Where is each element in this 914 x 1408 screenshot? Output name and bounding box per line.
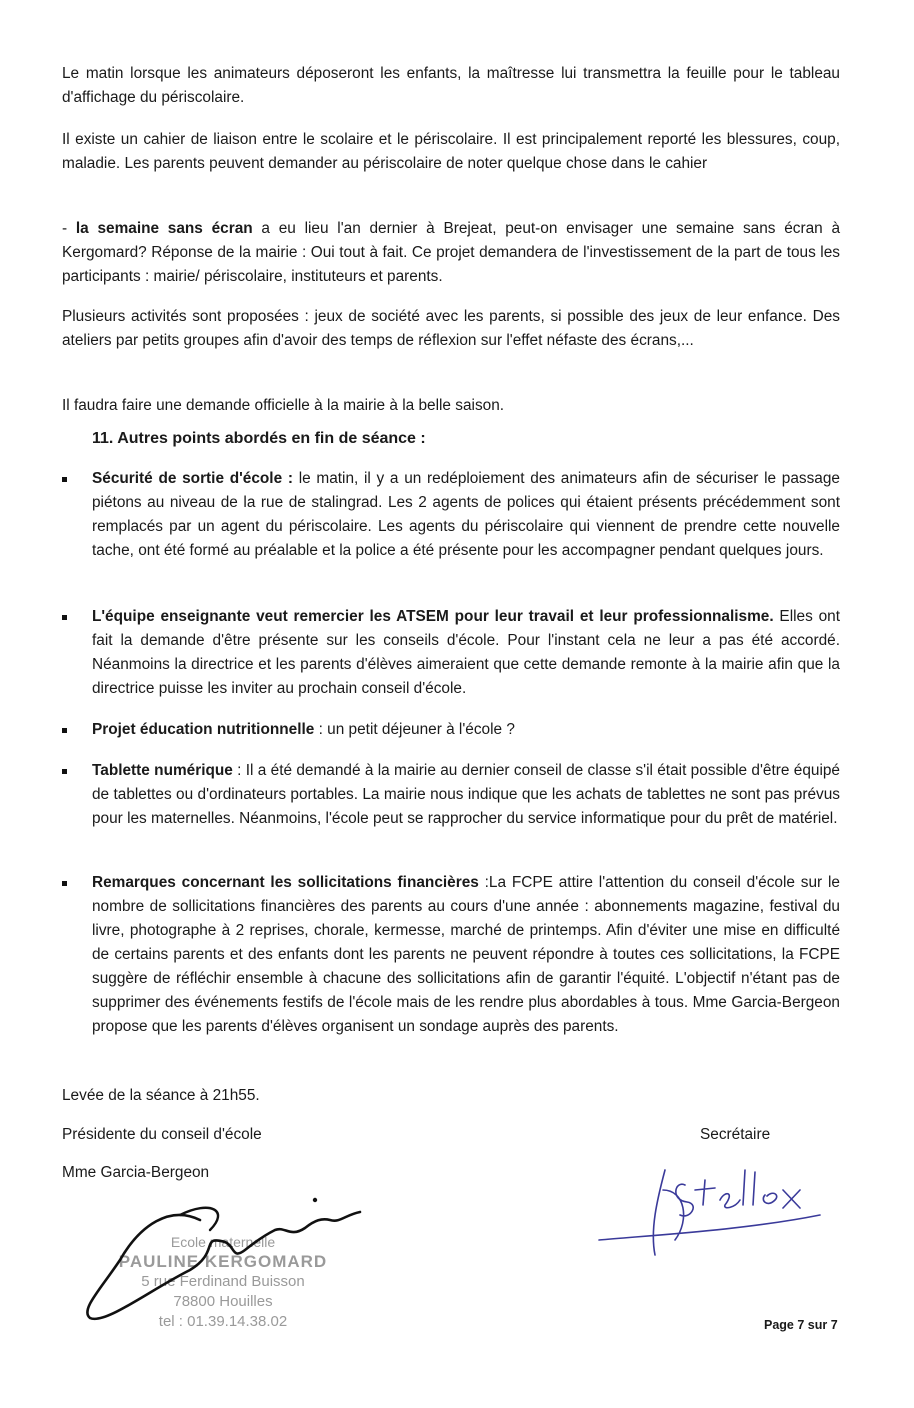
paragraph-affichage: Le matin lorsque les animateurs déposeront les enfants, la maîtresse lui transmettra la feuille pour le tableau d'affichage du périscolaire. — [62, 65, 840, 106]
paragraph-demande-officielle: Il faudra faire une demande officielle à la mairie à la belle saison. — [62, 397, 505, 414]
paragraph-rest: a eu lieu l'an dernier à Brejeat, peut-on envisager une semaine sans écran à Kergomard? Réponse de la mairie : Oui tout à fait. Ce projet demandera de l'investissement de la part de tous les participants : mairie/ périscolaire, instituteurs et parents. — [62, 220, 841, 285]
stamp-line-3: 5 rue Ferdinand Buisson — [141, 1273, 305, 1290]
bullet-title: Projet éducation nutritionnelle — [92, 721, 315, 738]
bullet-tablette — [92, 759, 840, 831]
bullet-title: Tablette numérique — [92, 762, 233, 779]
paragraph-prefix: - — [62, 220, 76, 237]
bullet-text: le matin, il y a un redéploiement des animateurs afin de sécuriser le passage piétons au niveau de la rue de stalingrad. Les 2 agents de polices qui étaient présents précédemment sont remplacés par un agent du périscolaire. Les agents du périscolaire qui viennent de prendre cette nouvelle tache, ont été formé au préalable et la police a été présente pour les accompagner pendant quelques jours. — [92, 470, 840, 559]
bullet-title: Sécurité de sortie d'école : — [92, 470, 293, 487]
president-signature — [60, 1190, 370, 1330]
stamp-line-4: 78800 Houilles — [173, 1293, 273, 1310]
president-title: Présidente du conseil d'école — [62, 1126, 262, 1143]
page-number: Page 7 sur 7 — [764, 1318, 838, 1332]
bullet-title: L'équipe enseignante veut remercier les ATSEM pour leur travail et leur professionnalisme. — [92, 608, 774, 625]
bullet-sollicitations — [92, 871, 840, 1039]
bullet-atsem — [92, 605, 840, 701]
president-name: Mme Garcia-Bergeon — [62, 1164, 210, 1181]
bullet-nutrition — [92, 718, 840, 742]
bullet-text: : Il a été demandé à la mairie au dernier conseil de classe s'il était possible d'être équipé de tablettes ou d'ordinateurs portables. La mairie nous indique que les achats de tablettes ne sont pas prévus pour les maternelles. Néanmoins, l'école peut se rapprocher du service informatique pour du prêt de matériel. — [92, 762, 840, 827]
paragraph-activites: Plusieurs activités sont proposées : jeux de société avec les parents, si possible des jeux de leur enfance. Des ateliers par petits groupes afin d'avoir des temps de réflexion sur l'effet néfaste des écrans,... — [62, 308, 840, 349]
paragraph-semaine-sans-ecran — [62, 217, 840, 289]
bullet-securite — [92, 467, 840, 563]
bullet-title: Remarques concernant les sollicitations financières — [92, 874, 479, 891]
secretary-title: Secrétaire — [700, 1126, 771, 1143]
bullet-text: : un petit déjeuner à l'école ? — [314, 721, 515, 738]
section-heading: 11. Autres points abordés en fin de séance : — [92, 430, 426, 447]
stamp-line-1: Ecole maternelle — [170, 1234, 276, 1250]
semaine-sans-ecran-bold: la semaine sans écran — [75, 220, 253, 237]
stamp-line-5: tel : 01.39.14.38.02 — [158, 1313, 288, 1330]
bullet-text: Elles ont fait la demande d'être présente sur les conseils d'école. Pour l'instant cela ne leur a pas été accordé. Néanmoins la directrice et les parents d'élèves aimeraient que cette demande remonte à la mairie afin que la directrice puisse les inviter au prochain conseil d'école. — [92, 608, 840, 697]
closing-line: Levée de la séance à 21h55. — [62, 1087, 260, 1104]
paragraph-cahier-liaison: Il existe un cahier de liaison entre le scolaire et le périscolaire. Il est principalement reporté les blessures, coup, maladie. Les parents peuvent demander au périscolaire de noter quelque chose dans le cahier — [62, 131, 840, 172]
secretary-signature — [595, 1160, 825, 1270]
stamp-line-2: PAULINE KERGOMARD — [118, 1252, 328, 1271]
bullet-text: :La FCPE attire l'attention du conseil d'école sur le nombre de sollicitations financières des parents au cours d'une année : abonnements magazine, festival du livre, photographe à 2 reprises, chorale, kermesse, marché de printemps. Afin d'éviter une mise en difficulté de certains parents et des enfants dont les parents ne peuvent répondre à toutes ces sollicitations, la FCPE suggère de réfléchir ensemble à chacune des sollicitations afin de garantir l'équité. L'objectif n'étant pas de supprimer des événements festifs de l'école mais de les rendre plus abordables à tous. Mme Garcia-Bergeon propose que les parents d'élèves organisent un sondage auprès des parents. — [92, 874, 840, 1035]
